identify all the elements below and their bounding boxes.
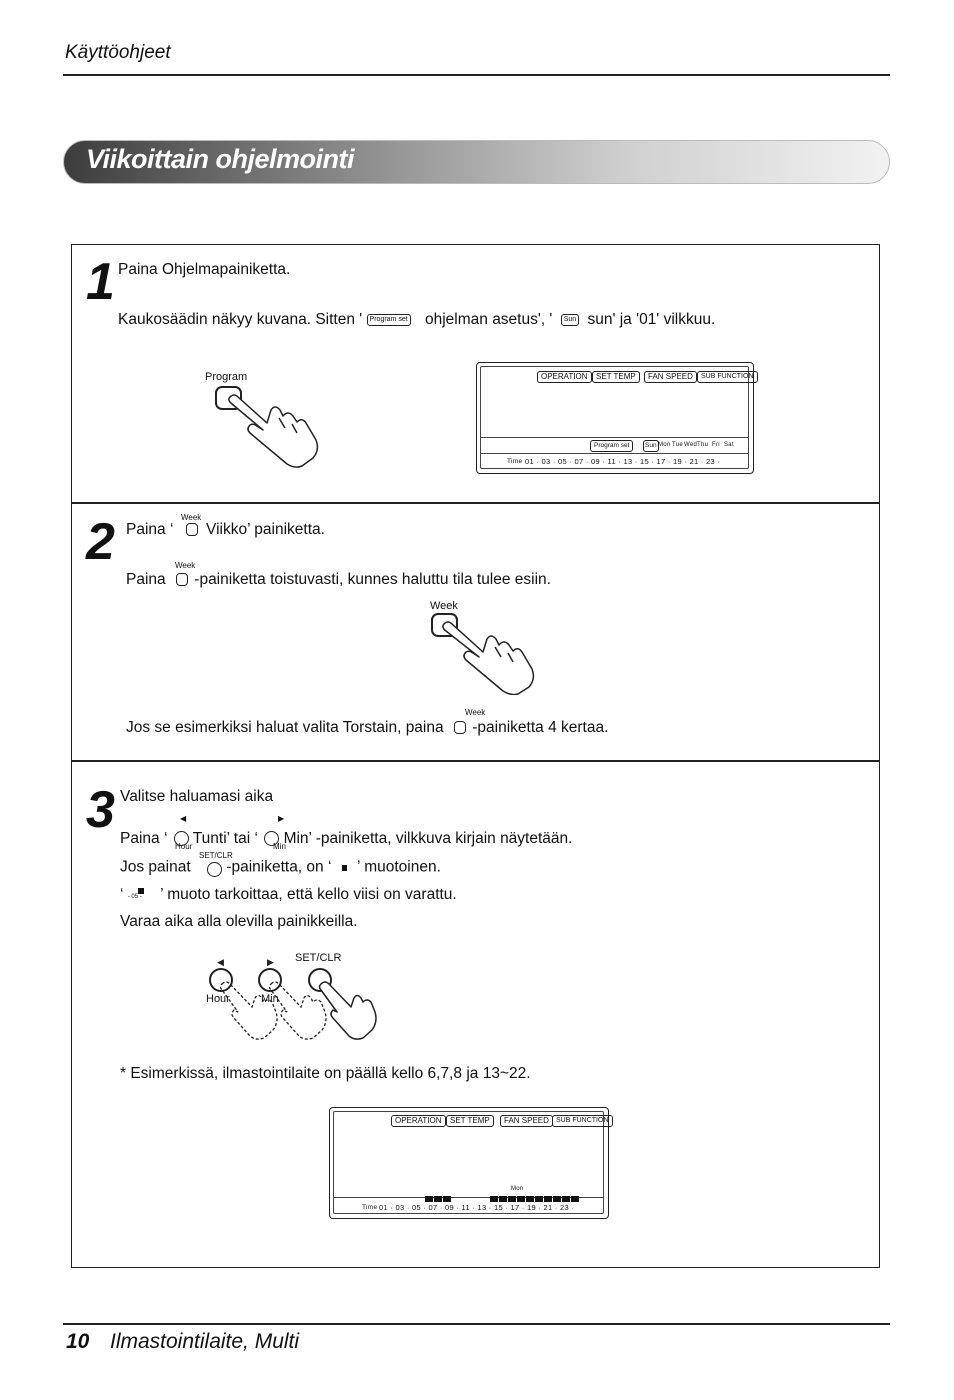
reserved-block — [508, 1196, 516, 1202]
lcd-tag-sub-function: SUB FUNCTION — [697, 371, 758, 383]
reserved-block — [443, 1196, 451, 1202]
hand-icon — [443, 622, 534, 695]
lcd-tag-operation: OPERATION — [391, 1115, 446, 1127]
program-button-hand-illustration — [205, 380, 330, 470]
reserved-block-icon — [342, 865, 347, 871]
reserved-block — [425, 1196, 433, 1202]
header-title: Käyttöohjeet — [65, 42, 171, 63]
lcd-tag-fan-speed: FAN SPEED — [644, 371, 697, 383]
step3-setclr-line: Jos painat -painiketta, on ‘ ’ muotoinen. — [120, 858, 441, 876]
section-title: Viikoittain ohjelmointi — [86, 144, 355, 174]
sun-indicator: Sun — [561, 314, 579, 326]
lcd-tag-set-temp: SET TEMP — [592, 371, 640, 383]
reserved-hour-glyph: - 05 - — [128, 888, 156, 902]
footer-title: Ilmastointilaite, Multi — [110, 1330, 300, 1353]
hand-icon — [320, 982, 377, 1039]
lcd-tag-sub-function: SUB FUNCTION — [552, 1115, 613, 1127]
right-arrow-icon: ▶ — [267, 957, 274, 967]
step2-description: Paina -painiketta toistuvasti, kunnes haluttu tila tulee esiin. — [126, 571, 551, 588]
lcd-day-mon: Mon — [511, 1186, 524, 1192]
step-number-1: 1 — [86, 253, 115, 311]
reserved-block — [434, 1196, 442, 1202]
week-button-hand-illustration — [428, 610, 543, 695]
lcd-tag-operation: OPERATION — [537, 371, 592, 383]
left-arrow-icon: ◀ — [180, 814, 187, 823]
lcd-display-program — [476, 362, 754, 474]
reserved-block — [517, 1196, 525, 1202]
header-rule — [63, 74, 890, 76]
step3-hour-min-line: Paina ‘ Tunti’ tai ‘ Min’ -painiketta, vilkkuva kirjain näytetään. — [120, 830, 573, 847]
reserved-block — [553, 1196, 561, 1202]
hour-button-label: Hour — [206, 993, 230, 1005]
page-number: 10 — [66, 1330, 90, 1353]
reserved-block — [571, 1196, 579, 1202]
lcd-day-fri: Fri — [712, 442, 720, 448]
setclr-button-label: SET/CLR — [295, 952, 342, 964]
lcd-display-schedule — [329, 1107, 609, 1219]
lcd-hour-scale: 01 · 03 · 05 · 07 · 09 · 11 · 13 · 15 · 17 · 19 · 21 · 23 · — [379, 1203, 575, 1212]
step3-meaning-line: ‘ - 05 - ’ muoto tarkoittaa, että kello viisi on varattu. — [120, 886, 457, 903]
lcd-program-set: Program set — [590, 440, 633, 452]
reserved-block — [526, 1196, 534, 1202]
step1-instruction: Paina Ohjelmapainiketta. — [118, 261, 291, 278]
reserved-block — [499, 1196, 507, 1202]
reserved-blocks-afternoon — [490, 1196, 579, 1203]
program-button-label: Program — [205, 371, 248, 383]
lcd-day-sat: Sat — [724, 442, 734, 448]
reserved-block — [544, 1196, 552, 1202]
week-small-label: Week — [465, 708, 486, 717]
week-button-icon — [176, 573, 188, 586]
time-buttons-hand-illustration — [200, 952, 380, 1042]
hour-small-label: Hour — [175, 842, 193, 851]
step-divider — [71, 760, 880, 762]
step-number-3: 3 — [86, 781, 115, 839]
left-arrow-icon: ◀ — [217, 957, 224, 967]
week-small-label: Week — [175, 561, 196, 570]
min-button-label: Min — [261, 993, 279, 1005]
week-small-label: Week — [181, 513, 202, 522]
reserved-block — [562, 1196, 570, 1202]
lcd-tag-set-temp: SET TEMP — [446, 1115, 494, 1127]
week-button-label: Week — [430, 600, 458, 612]
lcd-day-tue: Tue — [672, 442, 684, 448]
program-set-indicator: Program set — [367, 314, 411, 326]
step-number-2: 2 — [86, 513, 115, 571]
step-divider — [71, 502, 880, 504]
lcd-day-mon: Mon — [658, 442, 671, 448]
step3-example-note: * Esimerkissä, ilmastointilaite on päällä kello 6,7,8 ja 13~22. — [120, 1065, 531, 1082]
lcd-tag-fan-speed: FAN SPEED — [500, 1115, 553, 1127]
setclr-small-label: SET/CLR — [199, 851, 233, 860]
footer-rule — [63, 1323, 890, 1325]
setclr-button-icon — [207, 862, 222, 877]
step3-instruction: Valitse haluamasi aika — [120, 788, 274, 805]
step1-description: Kaukosäädin näkyy kuvana. Sitten ' Program set ohjelman asetus', ' Sun sun' ja '01' vilkkuu. — [118, 311, 716, 328]
lcd-day-thu: Thu — [697, 442, 709, 448]
reserved-block — [490, 1196, 498, 1202]
lcd-time-label: Time — [362, 1204, 378, 1211]
hand-icon — [229, 395, 318, 467]
step3-reserve-line: Varaa aika alla olevilla painikkeilla. — [120, 913, 358, 930]
right-arrow-icon: ▶ — [278, 814, 285, 823]
week-button-icon — [186, 523, 198, 536]
lcd-day-wed: Wed — [684, 442, 698, 448]
step2-example: Jos se esimerkiksi haluat valita Torstain, paina -painiketta 4 kertaa. — [126, 719, 609, 736]
reserved-blocks-morning — [425, 1196, 451, 1203]
lcd-hour-scale: 01 · 03 · 05 · 07 · 09 · 11 · 13 · 15 · 17 · 19 · 21 · 23 · — [525, 457, 721, 466]
week-button-icon — [454, 721, 466, 734]
lcd-day-sun: Sun — [643, 440, 659, 452]
min-small-label: Min — [273, 842, 286, 851]
lcd-time-label: Time — [507, 458, 523, 465]
step2-instruction: Paina ‘ Viikko’ painiketta. — [126, 521, 325, 538]
reserved-block — [535, 1196, 543, 1202]
